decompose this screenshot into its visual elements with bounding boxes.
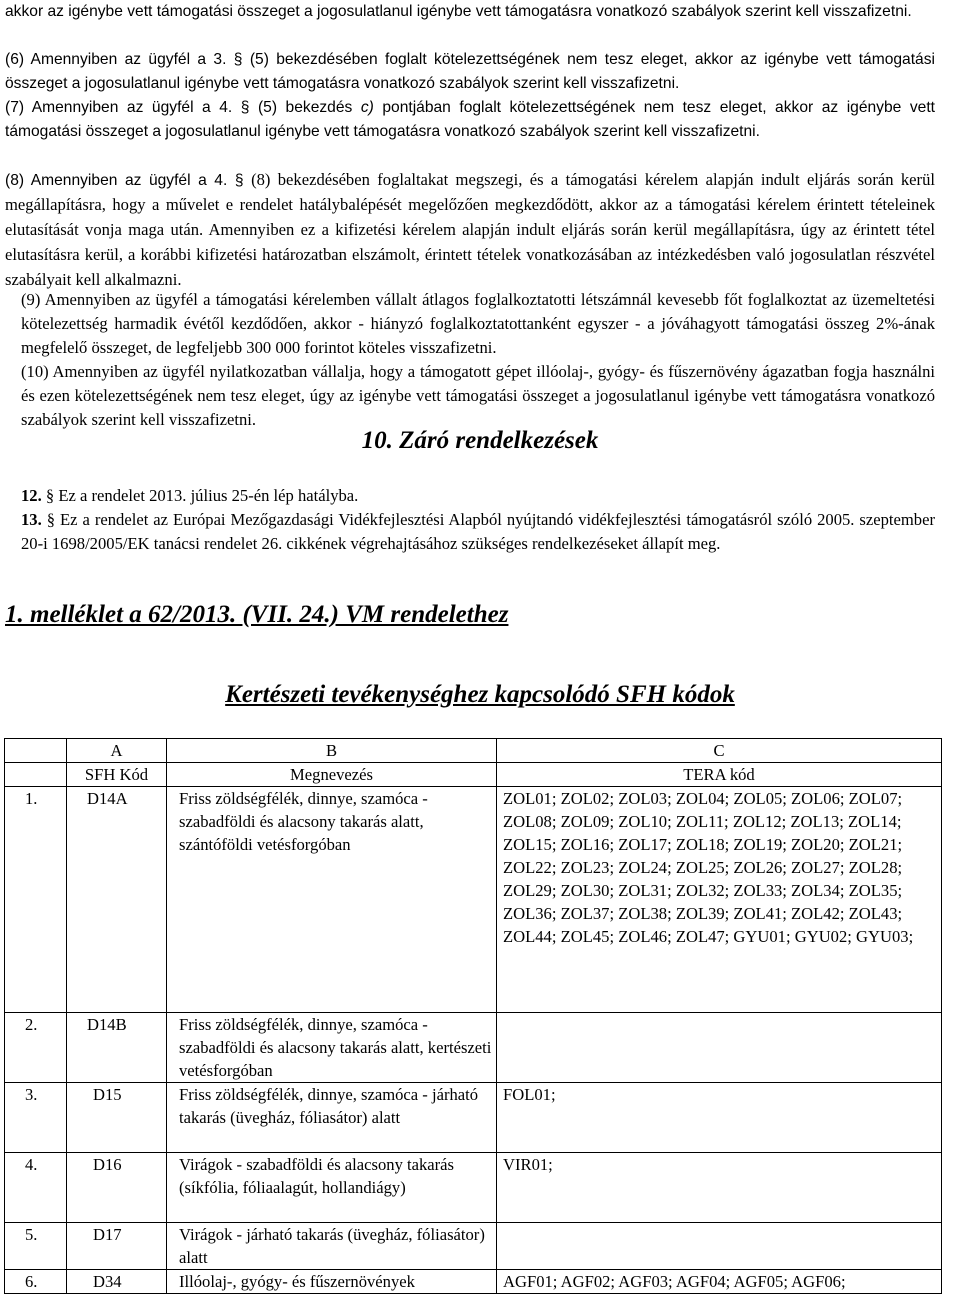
- sfh-name: Virágok - járható takarás (üvegház, fóliasátor) alatt: [167, 1223, 497, 1270]
- paragraph-5-continuation: akkor az igénybe vett támogatási összeget a jogosulatlanul igénybe vett támogatásra vonatkozó szabályok szerint kell visszafizetni.: [5, 3, 912, 20]
- sfh-name: Illóolaj-, gyógy- és fűszernövények: [167, 1270, 497, 1294]
- row-number: 5.: [5, 1223, 67, 1270]
- header-megnevezes: Megnevezés: [167, 763, 497, 787]
- section-13: [5, 508, 935, 556]
- sfh-code: D17: [67, 1223, 167, 1270]
- paragraph-6: (6) Amennyiben az ügyfél a 3. § (5) bekezdésében foglalt kötelezettségének nem tesz eleget, akkor az igénybe vett támogatási összeget a jogosulatlanul igénybe vett támogatásra vonatkozó szabályok szerint kell visszafizetni.: [5, 51, 935, 92]
- tera-codes: ZOL01; ZOL02; ZOL03; ZOL04; ZOL05; ZOL06; ZOL07; ZOL08; ZOL09; ZOL10; ZOL11; ZOL12; ZOL13; ZOL14; ZOL15; ZOL16; ZOL17; ZOL18; ZOL19; ZOL20; ZOL21; ZOL22; ZOL23; ZOL24; ZOL25; ZOL26; ZOL27; ZOL28; ZOL29; ZOL30; ZOL31; ZOL32; ZOL33; ZOL34; ZOL35; ZOL36; ZOL37; ZOL38; ZOL39; ZOL41; ZOL42; ZOL43; ZOL44; ZOL45; ZOL46; ZOL47; GYU01; GYU02; GYU03;: [497, 787, 942, 1013]
- paragraph-8: [5, 168, 935, 293]
- tera-codes: FOL01;: [497, 1083, 942, 1153]
- section-heading: 10. Záró rendelkezések: [361, 427, 599, 454]
- sfh-code: D14B: [67, 1013, 167, 1083]
- section-12-text: § Ez a rendelet 2013. július 25-én lép hatályba.: [41, 486, 359, 505]
- row-number: 4.: [5, 1153, 67, 1223]
- section-12: [5, 484, 935, 508]
- row-number: 2.: [5, 1013, 67, 1083]
- paragraph-7-point: c): [360, 99, 374, 116]
- sfh-code: D16: [67, 1153, 167, 1223]
- paragraph-10: (10) Amennyiben az ügyfél nyilatkozatban vállalja, hogy a támogatott gépet illóolaj-, gyógy- és fűszernövény ágazatban fogja használni és ezen kötelezettségének nem tesz eleget, úgy az igénybe vett támogatási összeget a jogosulatlanul igénybe vett támogatásra vonatkozó szabályok szerint kell visszafizetni.: [21, 362, 935, 429]
- column-letter-a: A: [67, 739, 167, 763]
- section-12-number: 12.: [21, 486, 42, 505]
- paragraph-7: [5, 96, 935, 144]
- table-title: Kertészeti tevékenységhez kapcsolódó SFH kódok: [225, 681, 735, 708]
- sfh-name: Friss zöldségfélék, dinnye, szamóca - járható takarás (üvegház, fóliasátor) alatt: [167, 1083, 497, 1153]
- header-row: [5, 763, 942, 787]
- row-number: 6.: [5, 1270, 67, 1294]
- sfh-code: D34: [67, 1270, 167, 1294]
- table-row: [5, 1153, 942, 1223]
- section-13-text: § Ez a rendelet az Európai Mezőgazdasági Vidékfejlesztési Alapból nyújtandó vidékfejlesztési támogatásról szóló 2005. szeptember 20-i 1698/2005/EK tanácsi rendelet 26. cikkének végrehajtásához szükséges rendelkezéseket állapít meg.: [21, 510, 935, 553]
- paragraph-7-rest: pontjában foglalt kötelezettségének nem tesz eleget, akkor az igénybe vett támogatási összeget a jogosulatlanul igénybe vett támogatásra vonatkozó szabályok szerint kell visszafizetni.: [5, 99, 935, 140]
- table-row: [5, 1013, 942, 1083]
- header-sfh-kod: SFH Kód: [67, 763, 167, 787]
- tera-codes: [497, 1223, 942, 1270]
- column-letter-c: C: [497, 739, 942, 763]
- empty-cell: [5, 763, 67, 787]
- table-row: [5, 787, 942, 1013]
- tera-codes: AGF01; AGF02; AGF03; AGF04; AGF05; AGF06;: [497, 1270, 942, 1294]
- sfh-name: Virágok - szabadföldi és alacsony takarás (síkfólia, fóliaalagút, hollandiágy): [167, 1153, 497, 1223]
- table-row: [5, 1223, 942, 1270]
- annex-heading: 1. melléklet a 62/2013. (VII. 24.) VM rendelethez: [5, 601, 509, 628]
- sfh-name: Friss zöldségfélék, dinnye, szamóca - szabadföldi és alacsony takarás alatt, kertészeti vetésforgóban: [167, 1013, 497, 1083]
- sfh-name: Friss zöldségfélék, dinnye, szamóca - szabadföldi és alacsony takarás alatt, szántóföldi vetésforgóban: [167, 787, 497, 1013]
- table-row: [5, 1270, 942, 1294]
- sfh-code-table: [4, 738, 942, 1294]
- sfh-code: D14A: [67, 787, 167, 1013]
- paragraph-8-lead: (8) Amennyiben az ügyfél a 4. §: [5, 172, 252, 189]
- row-number: 3.: [5, 1083, 67, 1153]
- paragraph-7-lead: (7) Amennyiben az ügyfél a 4. § (5) bekezdés: [5, 99, 361, 116]
- empty-cell: [5, 739, 67, 763]
- paragraph-8-rest: (8) bekezdésében foglaltakat megszegi, és a támogatási kérelem alapján indult eljárás során kerül megállapításra, hogy a művelet e rendelet hatálybalépését megelőzően megkezdődött, akkor az a támogatási kérelem érintett tételeinek elutasítását vonja maga után. Amennyiben ez a kifizetési kérelem alapján indult eljárás során kerül megállapításra, úgy az érintett tétel elutasításra kerül, a korábbi kifizetési határozatban elszámolt, érintett tételek vonatkozásában az intézkedésben való jogosulatlan részvétel szabályait kell alkalmazni.: [5, 170, 935, 289]
- tera-codes: [497, 1013, 942, 1083]
- column-letter-b: B: [167, 739, 497, 763]
- section-13-number: 13.: [21, 510, 42, 529]
- tera-codes: VIR01;: [497, 1153, 942, 1223]
- header-tera-kod: TERA kód: [497, 763, 942, 787]
- paragraph-9: (9) Amennyiben az ügyfél a támogatási kérelemben vállalt átlagos foglalkoztatotti létszámnál kevesebb főt foglalkoztat az üzemeltetési kötelezettség harmadik évétől kezdődően, akkor - hiányzó foglalkoztatottanként egyszer - a jóváhagyott támogatási összeg 2%-ának megfelelő összeget, de legfeljebb 300 000 forintot köteles visszafizetni.: [21, 290, 935, 357]
- table-row: [5, 1083, 942, 1153]
- row-number: 1.: [5, 787, 67, 1013]
- column-letter-row: [5, 739, 942, 763]
- sfh-code: D15: [67, 1083, 167, 1153]
